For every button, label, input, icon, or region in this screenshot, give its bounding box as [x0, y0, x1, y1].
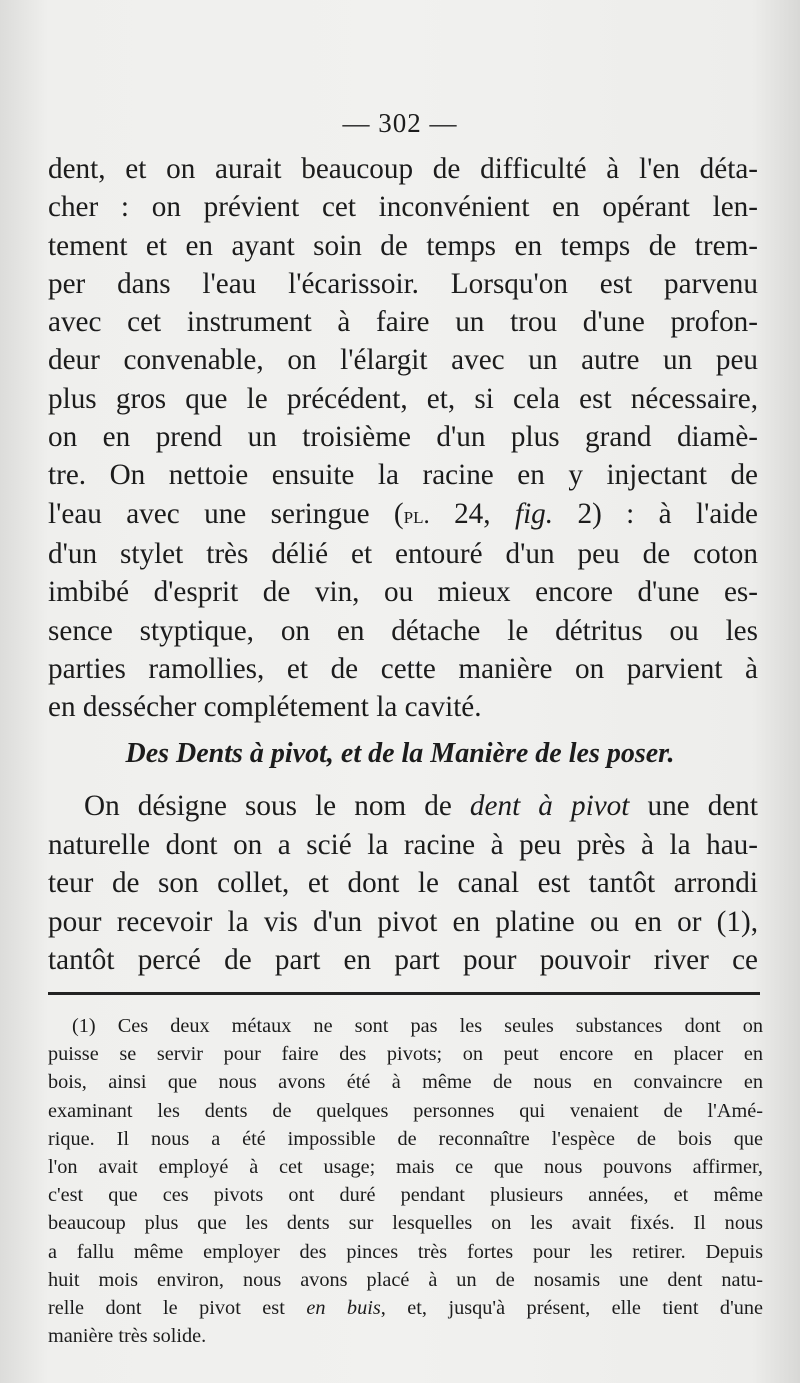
defined-term: dent à pivot: [469, 790, 630, 822]
footnote-line: puisse se servir pour faire des pivots; on peut encore en placer en: [48, 1043, 763, 1066]
text-line: cher : on prévient cet inconvénient en opérant len-: [48, 191, 758, 224]
text-line: dent, et on aurait beaucoup de difficulté à l'en déta-: [48, 153, 758, 185]
figure-abbreviation: fig.: [514, 497, 554, 530]
text-line: naturelle dont on a scié la racine à peu près à la hau-: [48, 828, 758, 861]
text-line-with-reference: [48, 495, 758, 535]
footnote-line: c'est que ces pivots ont duré pendant plusieurs années, et même: [48, 1184, 763, 1207]
text-line: d'un stylet très délié et entouré d'un peu de coton: [48, 537, 758, 570]
text-segment: 2) : à l'aide: [553, 497, 759, 530]
footnote-line: a fallu même employer des pinces très fortes pour les retirer. Depuis: [48, 1240, 763, 1263]
section-heading: Des Dents à pivot, et de la Manière de les poser.: [125, 738, 675, 769]
footnote: [48, 1012, 763, 1350]
footnote-line: (1) Ces deux métaux ne sont pas les seules substances dont on: [72, 1015, 763, 1037]
text-line: sence styptique, on en détache le détritus ou les: [48, 614, 758, 647]
text-line: pour recevoir la vis d'un pivot en platine ou en or (1),: [48, 905, 758, 938]
section-paragraph: [48, 787, 758, 980]
footnote-line: l'on avait employé à cet usage; mais ce que nous pouvons affirmer,: [48, 1156, 763, 1179]
text-segment: On désigne sous le nom de: [84, 790, 470, 822]
text-segment: l'eau avec une seringue (: [48, 497, 404, 530]
text-segment: 24,: [429, 497, 515, 530]
text-line: per dans l'eau l'écarissoir. Lorsqu'on est parvenu: [48, 267, 758, 300]
text-line: tement et en ayant soin de temps en temps de trem-: [48, 229, 758, 262]
text-line: teur de son collet, et dont le canal est tantôt arrondi: [48, 867, 758, 899]
main-paragraph: [48, 150, 758, 726]
text-line: on en prend un troisième d'un plus grand diamè-: [48, 421, 758, 454]
text-segment: relle dont le pivot est: [48, 1297, 307, 1320]
footnote-line: huit mois environ, nous avons placé à un de nosamis une dent natu-: [48, 1268, 763, 1291]
text-line: imbibé d'esprit de vin, ou mieux encore d'une es-: [48, 576, 758, 609]
text-line: avec cet instrument à faire un trou d'une profon-: [48, 306, 758, 339]
footnote-line: rique. Il nous a été impossible de reconnaître l'espèce de bois que: [48, 1127, 763, 1150]
text-line: parties ramollies, et de cette manière on parvient à: [48, 652, 758, 685]
text-line: plus gros que le précédent, et, si cela est nécessaire,: [48, 382, 758, 415]
text-segment: une dent: [629, 790, 758, 822]
text-segment: , et, jusqu'à présent, elle tient d'une: [380, 1297, 764, 1320]
text-line: deur convenable, on l'élargit avec un autre un peu: [48, 344, 758, 377]
text-line: en dessécher complétement la cavité.: [48, 691, 482, 724]
page-number: — 302 —: [342, 108, 458, 138]
plate-abbreviation: pl.: [403, 501, 430, 529]
footnote-divider: [48, 992, 760, 995]
emphasized-term: en buis: [306, 1297, 381, 1320]
footnote-line: beaucoup plus que les dents sur lesquelles on les avait fixés. Il nous: [48, 1212, 763, 1235]
footnote-line: manière très solide.: [48, 1325, 207, 1348]
text-line: tantôt percé de part en part pour pouvoir river ce: [48, 944, 758, 976]
footnote-line-with-term: [48, 1294, 763, 1322]
text-line: tre. On nettoie ensuite la racine en y injectant de: [48, 459, 758, 492]
footnote-line: examinant les dents de quelques personnes qui venaient de l'Amé-: [48, 1099, 763, 1122]
footnote-line: bois, ainsi que nous avons été à même de nous en convaincre en: [48, 1071, 763, 1094]
text-line-with-term: [48, 787, 758, 826]
